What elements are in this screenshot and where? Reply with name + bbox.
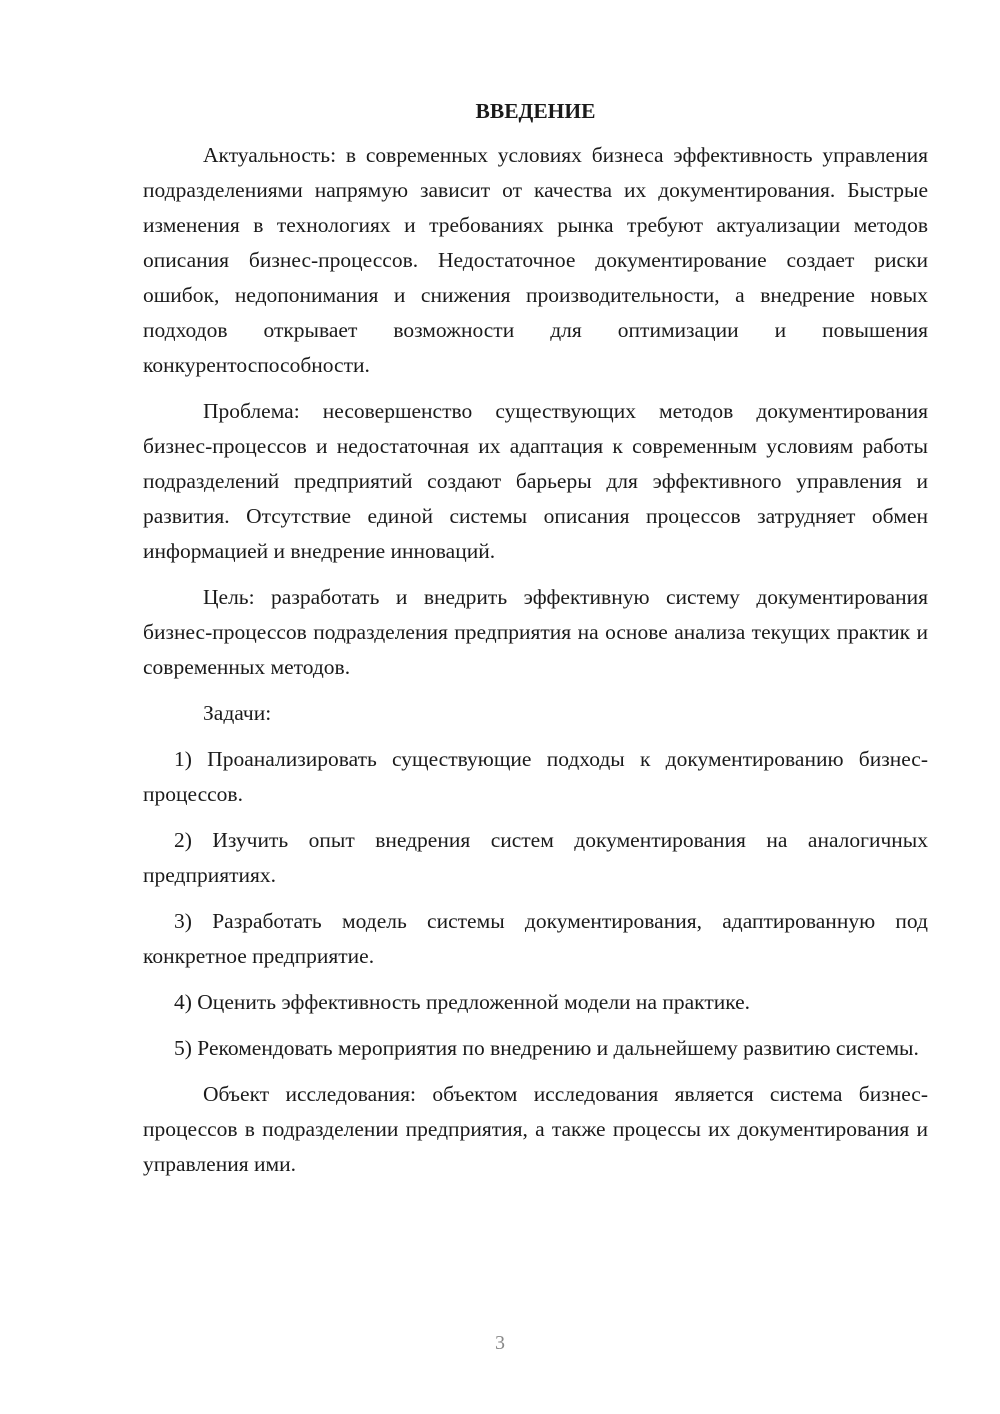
tasks-heading: Задачи: <box>203 701 272 725</box>
task-item: 1) Проанализировать существующие подходы к документированию бизнес-процессов. <box>143 747 928 806</box>
page-number: 3 <box>495 1332 505 1354</box>
tasks-list <box>143 742 928 1066</box>
task-item: 3) Разработать модель системы документирования, адаптированную под конкретное предприятие. <box>143 909 928 968</box>
task-item: 4) Оценить эффективность предложенной модели на практике. <box>174 990 751 1014</box>
object-paragraph: Объект исследования: объектом исследования является система бизнес-процессов в подразделении предприятия, а также процессы их документирования и управления ими. <box>143 1082 928 1176</box>
goal-paragraph: Цель: разработать и внедрить эффективную систему документирования бизнес-процессов подразделения предприятия на основе анализа текущих практик и современных методов. <box>143 585 928 679</box>
relevance-paragraph: Актуальность: в современных условиях бизнеса эффективность управления подразделениями напрямую зависит от качества их документирования. Быстрые изменения в технологиях и требованиях рынка требуют актуализации методов описания бизнес-процессов. Недостаточное документирование создает риски ошибок, недопонимания и снижения производительности, а внедрение новых подходов открывает возможности для оптимизации и повышения конкурентоспособности. <box>143 143 928 377</box>
problem-paragraph: Проблема: несовершенство существующих методов документирования бизнес-процессов и недостаточная их адаптация к современным условиям работы подразделений предприятий создают барьеры для эффективного управления и развития. Отсутствие единой системы описания процессов затрудняет обмен информацией и внедрение инноваций. <box>143 399 928 563</box>
page-title: ВВЕДЕНИЕ <box>475 99 596 123</box>
task-item: 5) Рекомендовать мероприятия по внедрению и дальнейшему развитию системы. <box>174 1036 919 1060</box>
task-item: 2) Изучить опыт внедрения систем документирования на аналогичных предприятиях. <box>143 828 928 887</box>
document-page <box>143 92 928 1193</box>
